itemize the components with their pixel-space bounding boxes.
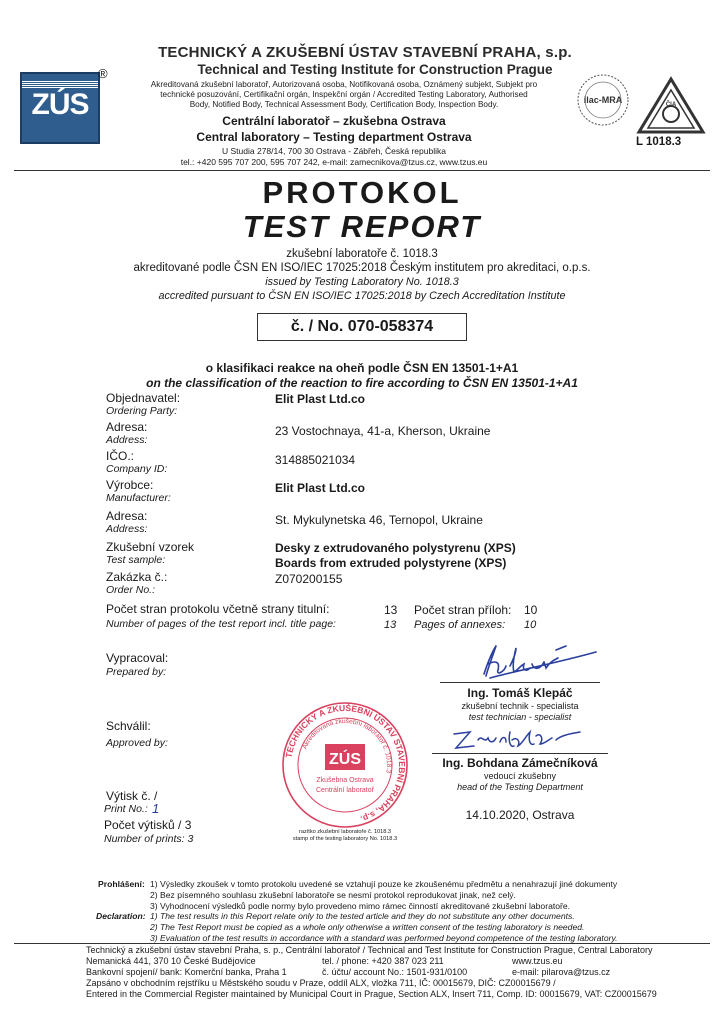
institute-name-cz: TECHNICKÝ A ZKUŠEBNÍ ÚSTAV STAVEBNÍ PRAHA, s.p.	[158, 44, 572, 61]
field-label-en: Address:	[106, 434, 148, 446]
accreditation-line: Body, Notified Body, Technical Assessment Body, Certification Body, Inspection Body.	[189, 100, 499, 109]
zus-logo	[20, 72, 100, 144]
stamp-caption-cz: razítko zkušební laboratoře č. 1018.3	[298, 829, 392, 835]
footer-bank: Bankovní spojení/ bank: Komerční banka, Praha 1	[86, 967, 287, 977]
field-label: Výrobce:	[106, 478, 154, 492]
stamp-ring-text: TECHNICKÝ A ZKUŠEBNÍ ÚSTAV STAVEBNÍ PRAHA, s.p.	[283, 702, 408, 825]
field-label: Adresa:	[106, 420, 148, 434]
field-value: Elit Plast Ltd.co	[275, 392, 366, 406]
cai-label: ČIA	[665, 102, 677, 108]
classification-en: on the classification of the reaction to fire according to ČSN EN 13501-1+A1	[146, 376, 578, 390]
report-number: č. / No. 070-058374	[257, 313, 467, 341]
field-label-en: Address:	[106, 523, 148, 535]
signature-zamecnikova	[448, 722, 588, 756]
signature-klepac	[470, 640, 600, 686]
order-label-en: Order No.:	[106, 584, 156, 596]
prepared-label-en: Prepared by:	[106, 666, 167, 678]
declaration-item: 2) The Test Report must be copied as a whole only otherwise a written consent of the testing laboratory is needed.	[150, 921, 585, 932]
order-label: Zakázka č.:	[106, 570, 168, 584]
declaration-item: 3) Vyhodnocení výsledků podle normy bylo provedeno mimo rámec činností akreditované zkušební laboratoře.	[150, 900, 571, 911]
field-value: 23 Vostochnaya, 41-a, Kherson, Ukraine	[275, 424, 491, 438]
header-divider	[14, 170, 710, 171]
stamp-inner-text: Akreditovaná zkušební laboratoř č. 1018.3	[301, 717, 393, 774]
field-label-en: Ordering Party:	[106, 405, 178, 417]
signature-line	[440, 682, 600, 683]
ilac-label: ilac-MRA	[583, 95, 623, 105]
title-en: TEST REPORT	[242, 209, 482, 244]
field-label: IČO.:	[106, 449, 135, 463]
institute-name-en: Technical and Testing Institute for Construction Prague	[197, 62, 553, 77]
footer-email: e-mail: pilarova@tzus.cz	[512, 967, 611, 977]
annex-count: 10	[524, 603, 538, 617]
prepared-label: Vypracoval:	[106, 651, 169, 665]
footer-register-cz: Zapsáno v obchodním rejstříku u Městského soudu v Praze, oddíl ALX, vložka 711, IČ: 00015679, DIČ: CZ00015679 /	[86, 978, 556, 988]
field-label: Adresa:	[106, 509, 148, 523]
declaration-item: 2) Bez písemného souhlasu zkušební laboratoře se nesmí protokol reprodukovat jinak, než celý.	[150, 889, 516, 900]
approver-name: Ing. Bohdana Zámečníková	[442, 756, 598, 770]
stamp-logo: ZÚS	[329, 751, 361, 768]
declaration-label-en: Declaration:	[96, 911, 146, 921]
field-label-en: Company ID:	[106, 463, 168, 475]
lab-number-cz: zkušební laboratoře č. 1018.3	[286, 248, 438, 260]
pages-label-en: Number of pages of the test report incl. title page:	[106, 618, 336, 630]
annex-count-en: 10	[524, 619, 537, 631]
field-label: Objednavatel:	[106, 391, 181, 405]
footer-divider	[14, 943, 710, 944]
title-cz: PROTOKOL	[262, 175, 462, 210]
field-value: Elit Plast Ltd.co	[275, 481, 366, 495]
date-place: 14.10.2020, Ostrava	[465, 808, 575, 822]
print-label: Výtisk č. /	[106, 789, 158, 803]
lab-address: U Studia 278/14, 700 30 Ostrava - Zábřeh, Česká republika	[222, 146, 446, 156]
accreditation-cz: akreditované podle ČSN EN ISO/IEC 17025:2018 Českým institutem pro akreditaci, o.p.s.	[133, 262, 591, 274]
accreditation-text	[118, 80, 570, 110]
annex-label-en: Pages of annexes:	[414, 619, 506, 631]
approved-label: Schválil:	[106, 719, 151, 733]
accreditation-line: Akreditovaná zkušební laboratoř, Autorizovaná osoba, Notifikovaná osoba, Oznámený subjekt, Subjekt pro	[150, 80, 538, 89]
field-value: St. Mykulynetska 46, Ternopol, Ukraine	[275, 513, 483, 527]
lab-contacts: tel.: +420 595 707 200, 595 707 242, e-mail: zamecnikova@tzus.cz, www.tzus.eu	[180, 157, 488, 167]
footer-phone: tel. / phone: +420 387 023 211	[322, 956, 444, 966]
pages-label: Počet stran protokolu včetně strany titulní:	[106, 602, 330, 616]
ilac-mra-icon	[575, 72, 631, 128]
declaration-label-cz: Prohlášení:	[98, 879, 145, 889]
sample-label-en: Test sample:	[106, 554, 166, 566]
stamp-caption-en: stamp of the testing laboratory No. 1018.3	[292, 836, 398, 842]
lab-name-en: Central laboratory – Testing department Ostrava	[196, 130, 472, 144]
approver-role-en: head of the Testing Department	[457, 782, 583, 792]
lab-name-cz: Centrální laboratoř – zkušebna Ostrava	[222, 114, 446, 128]
field-value: 314885021034	[275, 453, 356, 467]
footer-web: www.tzus.eu	[512, 956, 563, 966]
pages-count: 13	[384, 603, 398, 617]
preparer-role-cz: zkušební technik - specialista	[461, 701, 579, 711]
lab-code: L 1018.3	[636, 136, 682, 148]
classification-cz: o klasifikaci reakce na oheň podle ČSN EN 13501-1+A1	[205, 361, 519, 375]
declaration-cz	[150, 879, 720, 911]
annex-label: Počet stran příloh:	[414, 603, 512, 617]
preparer-name: Ing. Tomáš Klepáč	[467, 686, 573, 700]
print-number: 1	[152, 801, 160, 816]
declaration-item: 1) Výsledky zkoušek v tomto protokolu uvedené se vztahují pouze ke zkoušenému předmětu a nenahrazují jiné dokumenty	[150, 879, 618, 889]
approved-label-en: Approved by:	[106, 737, 168, 749]
declaration-en	[150, 911, 720, 943]
logo-text: ZÚS	[31, 88, 89, 121]
prints-count-label: Počet výtisků / 3	[104, 818, 192, 832]
stamp-line2: Centrální laboratoř	[316, 787, 374, 794]
footer-address: Nemanická 441, 370 10 České Budějovice	[86, 956, 256, 966]
footer-line1: Technický a zkušební ústav stavební Praha, s. p., Centrální laboratoř / Technical and Test Institute for Construction Prague, Central Laboratory	[86, 945, 653, 955]
signature-line	[432, 753, 608, 754]
cai-triangle-icon	[636, 76, 706, 136]
footer-account: č. účtu/ account No.: 1501-931/0100	[322, 967, 468, 977]
print-label-en: Print No.:	[104, 803, 148, 815]
registered-mark: ®	[98, 66, 108, 81]
accreditation-en: accredited pursuant to ČSN EN ISO/IEC 17025:2018 by Czech Accreditation Institute	[158, 290, 566, 302]
field-label-en: Manufacturer:	[106, 492, 171, 504]
logo-stripes	[22, 80, 98, 88]
sample-label: Zkušební vzorek	[106, 540, 195, 554]
sample-value-en: Boards from extruded polystyrene (XPS)	[275, 556, 507, 570]
declaration-item: 1) The test results in this Report relate only to the tested article and they do not substitute any other documents.	[150, 911, 575, 921]
accreditation-line: technické posuzování, Certifikační orgán, Inspekční orgán / Accredited Testing Laboratory, Authorised	[160, 90, 528, 99]
footer-register-en: Entered in the Commercial Register maintained by Municipal Court in Prague, Section ALX, Insert 711, Comp. ID: 00015679, VAT: CZ00015679	[86, 989, 657, 999]
lab-number-en: issued by Testing Laboratory No. 1018.3	[265, 276, 459, 288]
approver-role-cz: vedoucí zkušebny	[483, 771, 557, 781]
pages-count-en: 13	[384, 619, 397, 631]
order-value: Z070200155	[275, 572, 343, 586]
preparer-role-en: test technician - specialist	[468, 712, 572, 722]
sample-value-cz: Desky z extrudovaného polystyrenu (XPS)	[275, 541, 516, 555]
prints-count-label-en: Number of prints: 3	[104, 833, 194, 845]
lab-stamp	[280, 700, 410, 830]
stamp-line1: Zkušebna Ostrava	[316, 777, 374, 784]
declaration-item: 3) Evaluation of the test results in accordance with a standard was performed beyond competence of the testing laboratory.	[150, 932, 618, 943]
